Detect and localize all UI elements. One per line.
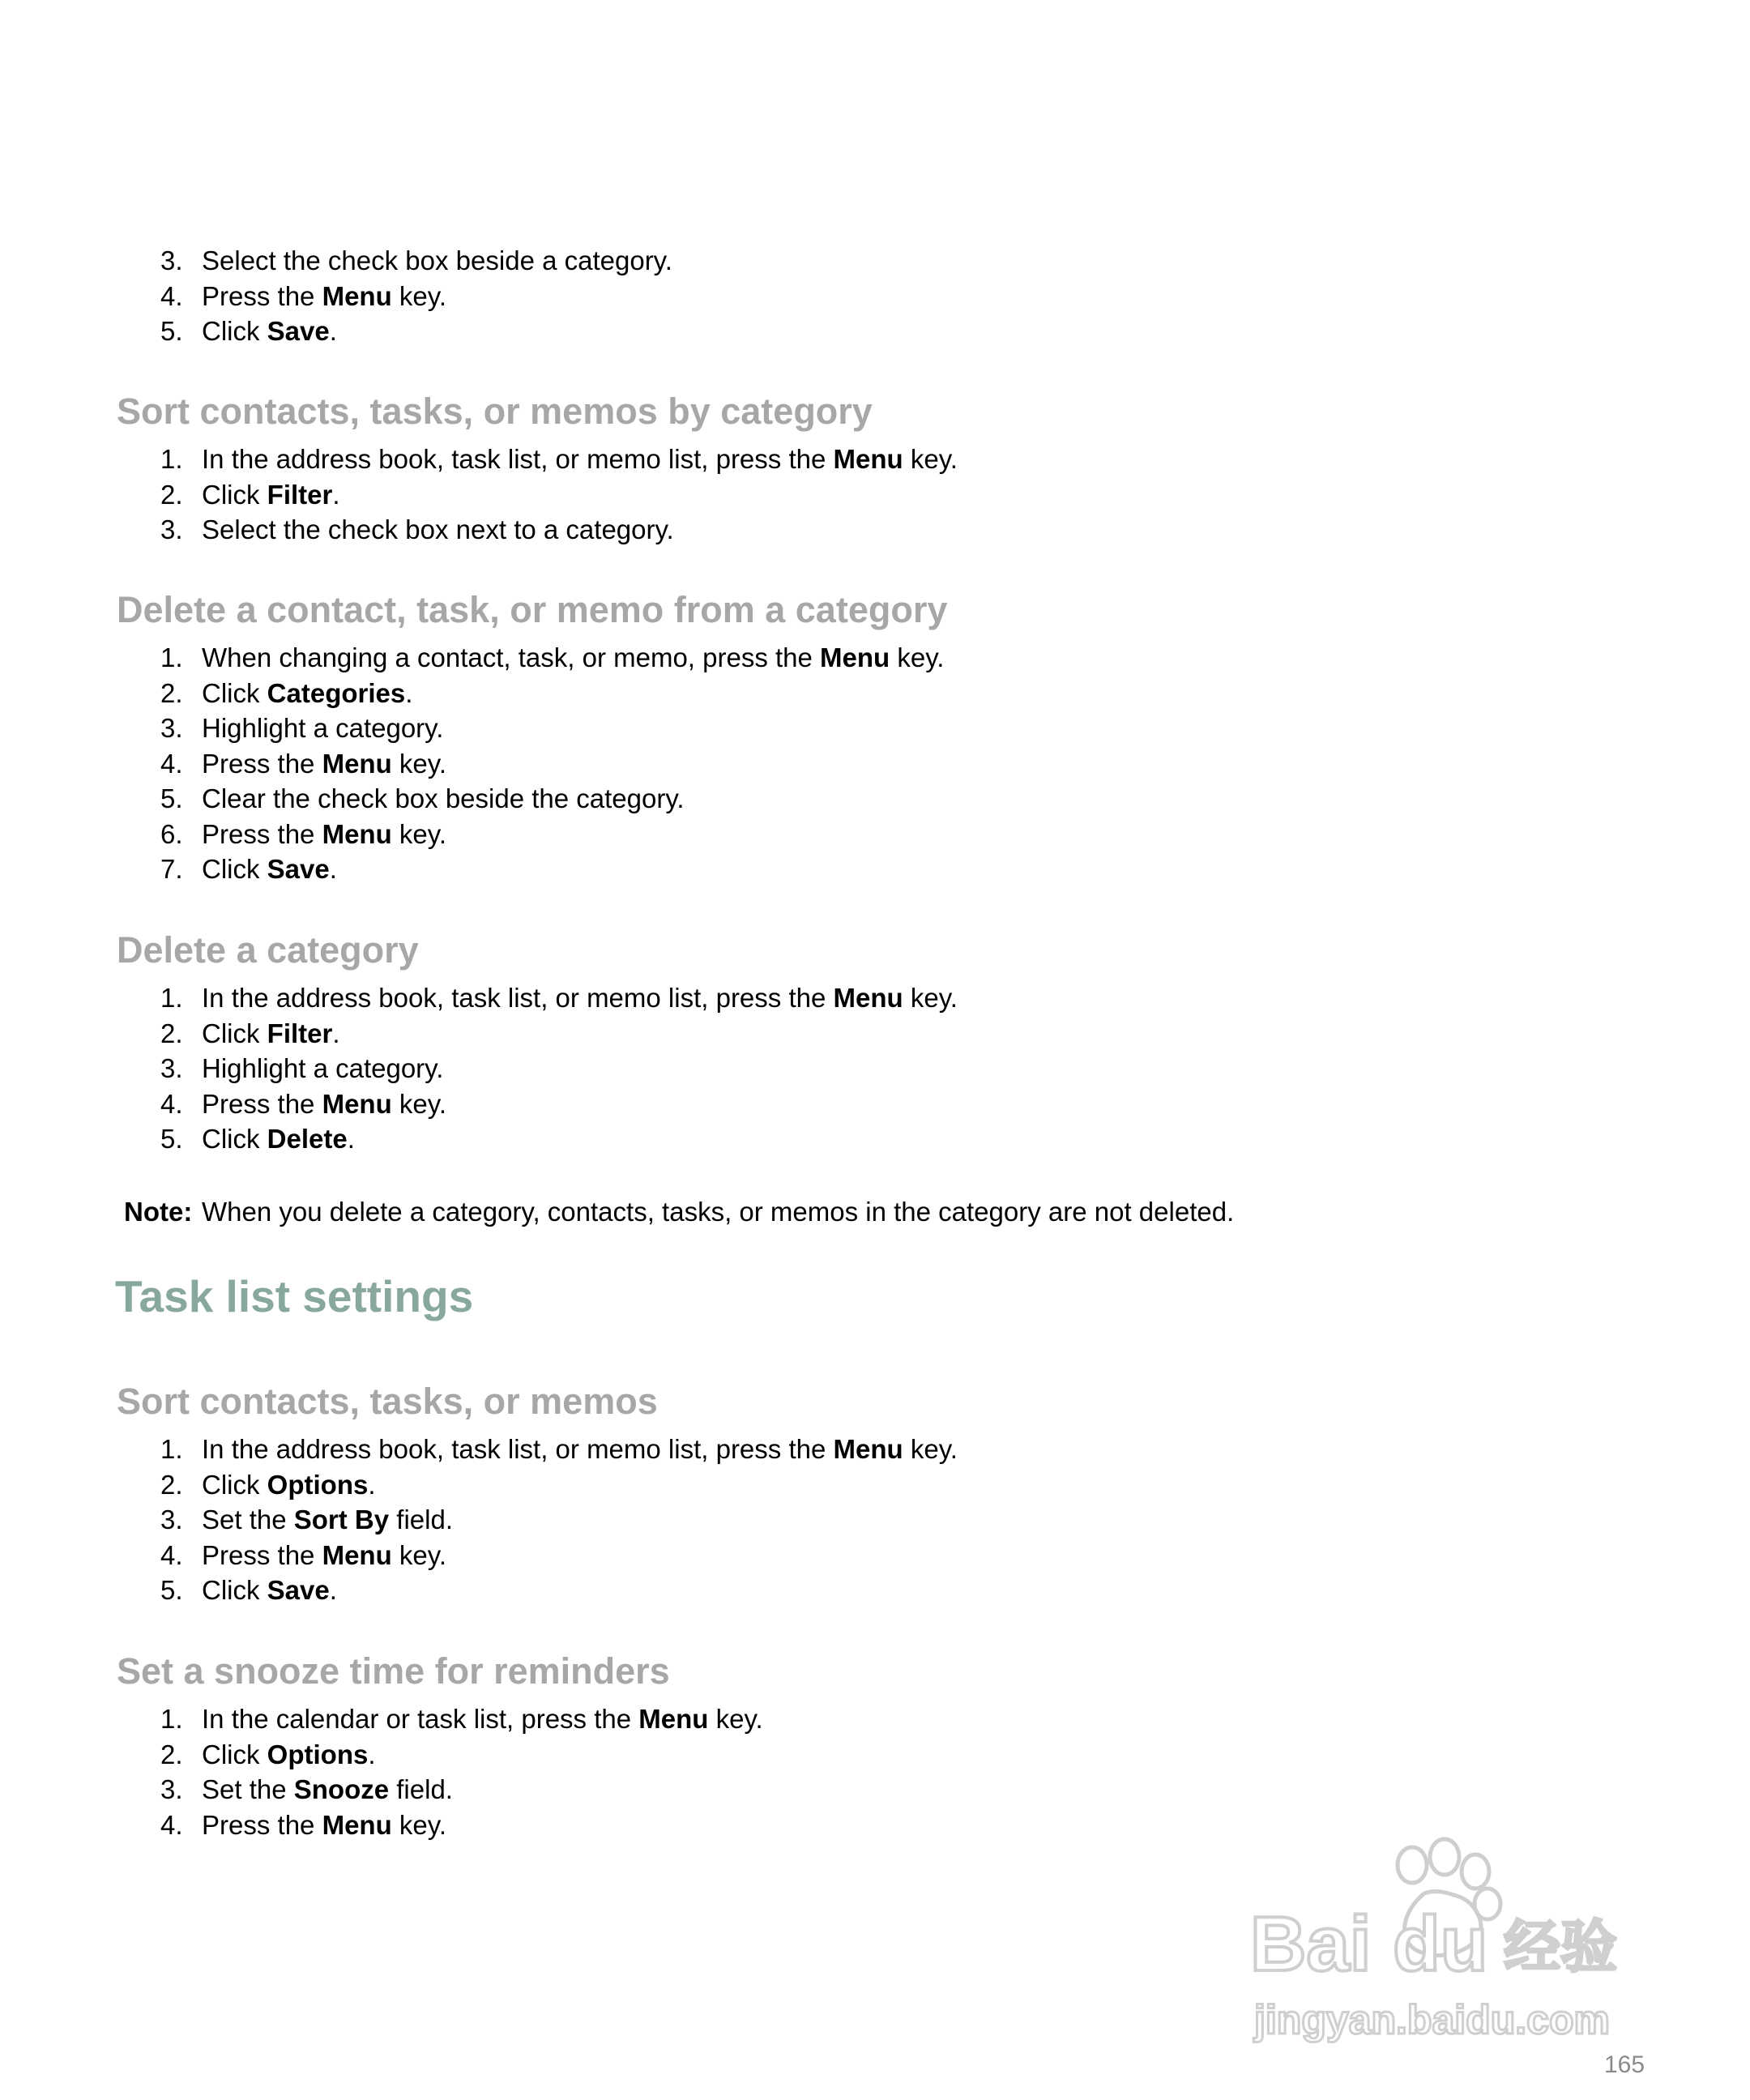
step-number: 2. bbox=[160, 1739, 183, 1769]
step-number: 6. bbox=[160, 818, 183, 849]
list-item bbox=[0, 1432, 1750, 1467]
step-text bbox=[202, 1121, 355, 1157]
step-text-pre: In the address book, task list, or memo list, press the bbox=[202, 444, 834, 474]
list-item bbox=[0, 852, 1750, 887]
list-item bbox=[0, 781, 1750, 817]
step-text bbox=[202, 852, 337, 887]
step-text bbox=[202, 1016, 340, 1052]
step-text bbox=[202, 746, 446, 782]
step-keyword: Categories bbox=[267, 677, 406, 708]
step-keyword: Options bbox=[267, 1739, 369, 1769]
note-label: Note: bbox=[124, 1197, 193, 1227]
step-text-pre: Press the bbox=[202, 748, 322, 779]
step-text-pre: Click bbox=[202, 479, 267, 510]
step-text-post: key. bbox=[391, 1809, 446, 1840]
list-item bbox=[0, 1121, 1750, 1157]
note bbox=[124, 1194, 1235, 1229]
step-text-post: key. bbox=[903, 983, 958, 1013]
step-text bbox=[202, 477, 340, 513]
section-title-task-list-settings: Task list settings bbox=[115, 1271, 474, 1321]
step-text-pre: Click bbox=[202, 1469, 267, 1500]
step-text-post: key. bbox=[391, 1088, 446, 1119]
step-text-pre: Press the bbox=[202, 1809, 322, 1840]
step-text-pre: Highlight a category. bbox=[202, 1053, 444, 1083]
step-text bbox=[202, 1772, 453, 1808]
step-text bbox=[202, 781, 685, 817]
step-text-pre: In the address book, task list, or memo list, press the bbox=[202, 983, 834, 1013]
step-keyword: Menu bbox=[833, 1434, 903, 1464]
step-text-pre: Press the bbox=[202, 1088, 322, 1119]
baidu-watermark bbox=[1246, 1833, 1667, 2051]
steps-delete-category bbox=[0, 980, 1750, 1157]
list-item bbox=[0, 1737, 1750, 1773]
note-text: When you delete a category, contacts, tasks, or memos in the category are not deleted. bbox=[202, 1197, 1235, 1227]
heading-sort-by-category: Sort contacts, tasks, or memos by category bbox=[117, 391, 873, 432]
step-text-post: field. bbox=[389, 1505, 453, 1534]
step-text-pre: Click bbox=[202, 316, 267, 346]
list-item bbox=[0, 1502, 1750, 1538]
heading-delete-category: Delete a category bbox=[117, 929, 419, 971]
step-text-pre: Click bbox=[202, 854, 267, 884]
step-text-pre: Press the bbox=[202, 818, 322, 849]
step-keyword: Menu bbox=[322, 748, 392, 779]
step-keyword: Menu bbox=[322, 1539, 392, 1570]
list-item bbox=[0, 243, 1750, 279]
steps-sort-items bbox=[0, 1432, 1750, 1608]
baidu-paw-logo-icon bbox=[1246, 1833, 1667, 2051]
step-text bbox=[202, 1432, 958, 1467]
step-text-pre: Click bbox=[202, 1124, 267, 1154]
step-keyword: Save bbox=[267, 316, 330, 346]
list-item bbox=[0, 746, 1750, 782]
page-number: 165 bbox=[1604, 2051, 1645, 2078]
heading-delete-from-category: Delete a contact, task, or memo from a category bbox=[117, 589, 948, 630]
step-keyword: Menu bbox=[322, 1809, 392, 1840]
step-text-post: . bbox=[329, 854, 337, 884]
step-text bbox=[202, 314, 337, 349]
steps-sort-by-category bbox=[0, 442, 1750, 548]
step-text-pre: When changing a contact, task, or memo, press the bbox=[202, 642, 821, 672]
list-item bbox=[0, 512, 1750, 548]
step-text-post: . bbox=[332, 1018, 340, 1048]
step-number: 2. bbox=[160, 677, 183, 708]
step-text bbox=[202, 1701, 763, 1737]
step-text-post: field. bbox=[389, 1774, 453, 1804]
step-text-post: . bbox=[368, 1739, 376, 1769]
step-number: 7. bbox=[160, 854, 183, 884]
step-keyword: Snooze bbox=[293, 1774, 390, 1804]
step-number: 5. bbox=[160, 316, 183, 346]
list-item bbox=[0, 1086, 1750, 1122]
step-text bbox=[202, 512, 674, 548]
step-text bbox=[202, 279, 446, 314]
list-item bbox=[0, 279, 1750, 314]
list-item bbox=[0, 477, 1750, 513]
step-number: 1. bbox=[160, 642, 183, 672]
step-keyword: Delete bbox=[267, 1124, 348, 1154]
step-text-post: key. bbox=[903, 444, 958, 474]
step-text-post: key. bbox=[708, 1704, 763, 1734]
step-number: 3. bbox=[160, 1053, 183, 1083]
step-text-pre: Select the check box next to a category. bbox=[202, 514, 674, 544]
step-text-pre: In the address book, task list, or memo list, press the bbox=[202, 1434, 834, 1464]
step-text bbox=[202, 711, 443, 746]
step-number: 5. bbox=[160, 1575, 183, 1605]
step-text-post: key. bbox=[391, 280, 446, 311]
step-keyword: Sort By bbox=[293, 1505, 390, 1534]
step-text-pre: Set the bbox=[202, 1505, 294, 1534]
list-item bbox=[0, 676, 1750, 711]
step-text bbox=[202, 442, 958, 477]
step-text bbox=[202, 1538, 446, 1573]
step-text-post: key. bbox=[903, 1434, 958, 1464]
step-text-post: . bbox=[332, 479, 340, 510]
step-number: 4. bbox=[160, 1809, 183, 1840]
step-number: 4. bbox=[160, 748, 183, 779]
step-keyword: Menu bbox=[820, 642, 890, 672]
step-text bbox=[202, 243, 672, 279]
step-number: 4. bbox=[160, 1539, 183, 1570]
step-text-post: key. bbox=[890, 642, 945, 672]
steps-snooze bbox=[0, 1701, 1750, 1842]
step-keyword: Save bbox=[267, 854, 330, 884]
step-text-post: . bbox=[329, 1575, 337, 1605]
list-item bbox=[0, 1016, 1750, 1052]
step-number: 3. bbox=[160, 713, 183, 743]
step-text-pre: Click bbox=[202, 677, 267, 708]
step-text bbox=[202, 1086, 446, 1122]
step-text-pre: Clear the check box beside the category. bbox=[202, 783, 685, 813]
step-number: 3. bbox=[160, 1774, 183, 1804]
step-number: 3. bbox=[160, 1505, 183, 1534]
step-number: 1. bbox=[160, 1704, 183, 1734]
step-text-pre: Select the check box beside a category. bbox=[202, 245, 672, 275]
step-number: 1. bbox=[160, 983, 183, 1013]
step-number: 3. bbox=[160, 245, 183, 275]
step-text bbox=[202, 980, 958, 1016]
step-keyword: Menu bbox=[638, 1704, 709, 1734]
step-text-pre: Set the bbox=[202, 1774, 294, 1804]
step-text-pre: Press the bbox=[202, 280, 322, 311]
step-text bbox=[202, 1737, 376, 1773]
step-number: 1. bbox=[160, 444, 183, 474]
step-text-post: . bbox=[368, 1469, 376, 1500]
step-text-pre: Highlight a category. bbox=[202, 713, 444, 743]
step-text-post: . bbox=[347, 1124, 355, 1154]
step-number: 4. bbox=[160, 1088, 183, 1119]
step-keyword: Options bbox=[267, 1469, 369, 1500]
heading-sort-items: Sort contacts, tasks, or memos bbox=[117, 1381, 658, 1422]
step-text-pre: Click bbox=[202, 1739, 267, 1769]
list-item bbox=[0, 1701, 1750, 1737]
step-keyword: Menu bbox=[833, 983, 903, 1013]
step-text bbox=[202, 676, 412, 711]
step-text bbox=[202, 640, 944, 676]
step-keyword: Filter bbox=[267, 479, 333, 510]
step-text-post: key. bbox=[391, 748, 446, 779]
step-text bbox=[202, 1502, 453, 1538]
step-keyword: Save bbox=[267, 1575, 330, 1605]
step-keyword: Menu bbox=[833, 444, 903, 474]
step-keyword: Filter bbox=[267, 1018, 333, 1048]
list-item bbox=[0, 1772, 1750, 1808]
list-item bbox=[0, 1538, 1750, 1573]
step-text bbox=[202, 1573, 337, 1608]
watermark-cn: 经验 bbox=[1504, 1914, 1617, 1980]
step-text-pre: In the calendar or task list, press the bbox=[202, 1704, 639, 1734]
step-text-pre: Click bbox=[202, 1575, 267, 1605]
step-text bbox=[202, 1808, 446, 1843]
step-keyword: Menu bbox=[322, 818, 392, 849]
watermark-url: jingyan.baidu.com bbox=[1254, 1997, 1610, 2042]
step-number: 2. bbox=[160, 1469, 183, 1500]
list-item bbox=[0, 442, 1750, 477]
step-keyword: Menu bbox=[322, 1088, 392, 1119]
step-number: 3. bbox=[160, 514, 183, 544]
list-item bbox=[0, 640, 1750, 676]
list-item bbox=[0, 314, 1750, 349]
list-item bbox=[0, 1051, 1750, 1086]
steps-delete-from-category bbox=[0, 640, 1750, 887]
list-item bbox=[0, 1467, 1750, 1503]
step-keyword: Menu bbox=[322, 280, 392, 311]
watermark-brand: Bai du bbox=[1250, 1901, 1488, 1987]
step-number: 2. bbox=[160, 479, 183, 510]
step-number: 5. bbox=[160, 783, 183, 813]
heading-snooze: Set a snooze time for reminders bbox=[117, 1650, 670, 1692]
step-number: 2. bbox=[160, 1018, 183, 1048]
list-item bbox=[0, 1573, 1750, 1608]
step-text bbox=[202, 1051, 443, 1086]
list-item bbox=[0, 711, 1750, 746]
step-number: 5. bbox=[160, 1124, 183, 1154]
step-text-post: key. bbox=[391, 1539, 446, 1570]
list-item bbox=[0, 817, 1750, 852]
step-text-post: . bbox=[405, 677, 413, 708]
list-item bbox=[0, 980, 1750, 1016]
step-text-pre: Press the bbox=[202, 1539, 322, 1570]
step-text-pre: Click bbox=[202, 1018, 267, 1048]
step-number: 1. bbox=[160, 1434, 183, 1464]
step-text bbox=[202, 1467, 376, 1503]
step-text-post: . bbox=[329, 316, 337, 346]
step-text bbox=[202, 817, 446, 852]
step-number: 4. bbox=[160, 280, 183, 311]
intro-steps bbox=[0, 243, 1750, 349]
step-text-post: key. bbox=[391, 818, 446, 849]
